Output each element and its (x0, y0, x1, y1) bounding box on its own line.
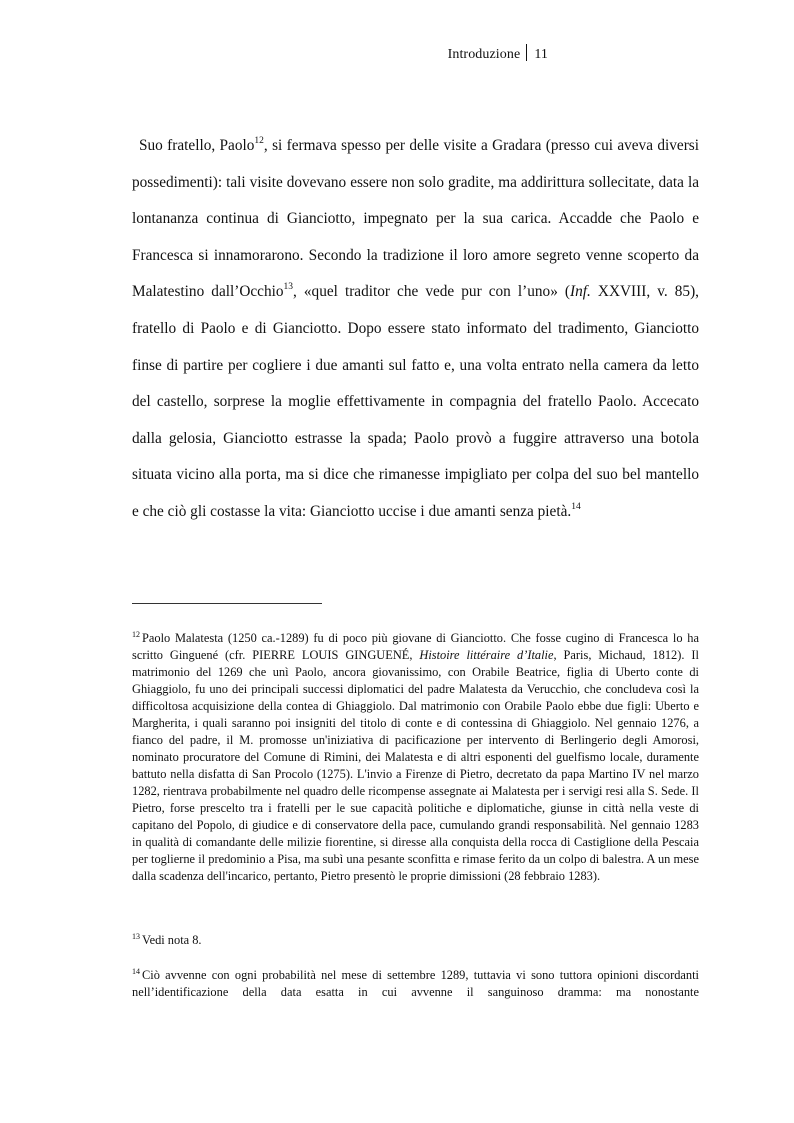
inferno-abbrev: Inf. (570, 283, 591, 301)
footnote-12-number: 12 (132, 630, 140, 639)
footnote-13-number: 13 (132, 932, 140, 941)
page-number: 11 (534, 47, 548, 62)
body-text-3: , «quel traditor che vede pur con l’uno» ( (293, 283, 571, 301)
footnote-ref-12[interactable]: 12 (254, 136, 264, 146)
header-separator (526, 44, 527, 61)
body-text-4: XXVIII, v. 85), fratello di Paolo e di Gianciotto. Dopo essere stato informato del tradimento, Gianciotto finse di partire per cogliere i due amanti sul fatto e, una volta entrato nella camera da letto del castello, sorprese la moglie effettivamente in compagnia del fratello Paolo. Accecato dalla gelosia, Gianciotto estrasse la spada; Paolo provò a fuggire attraverso una botola situata vicino alla porta, ma si dice che rimanesse impigliato per colpa del suo bel mantello e che ciò gli costasse la vita: Gianciotto uccise i due amanti senza pietà. (132, 283, 699, 520)
body-text-2: , si fermava spesso per delle visite a Gradara (presso cui aveva diversi possedimenti): tali visite dovevano essere non solo gradite, ma addirittura sollecitate, data la lontananza continua di Gianciotto, impegnato per la sua carica. Accadde che Paolo e Francesca si innamorarono. Secondo la tradizione il loro amore segreto venne scoperto da Malatestino dall’Occhio (132, 137, 700, 301)
running-header (448, 44, 548, 63)
footnote-12-text-b: , Paris, Michaud, 1812). Il matrimonio del 1269 che unì Paolo, ancora giovanissimo, con Orabile Beatrice, figlia di Uberto conte di Ghiaggiolo, fu uno dei principali successi diplomatici del padre Malatesta da Verucchio, che concludeva così la difficoltosa acquisizione della contea di Ghiaggiolo. Dal matrimonio con Orabile Paolo ebbe due figli: Uberto e Margherita, i quali saranno poi insigniti del titolo di conte e di contessina di Ghiaggiolo. Nel gennaio 1276, a fianco del padre, il M. promosse un'iniziativa di pacificazione per intervento di Berlingerio degli Amorosi, nominato procuratore del Comune di Rimini, dei Malatesta e di altri esponenti del guelfismo locale, duramente battuto nella disfatta di San Procolo (1275). L'invio a Firenze di Pietro, decretato da papa Martino IV nel marzo 1282, rientrava probabilmente nel quadro delle ricompense assegnate ai Malatesta per i servigi resi alla S. Sede. Il Pietro, forse prescelto tra i fratelli per le sue capacità politiche e diplomatiche, giunse in città nella veste di capitano del Popolo, di giudice e di conservatore della pace, cumulando grandi responsabilità. Nel gennaio 1283 in qualità di comandante delle milizie fiorentine, si diresse alla conquista della rocca di Castiglione della Pescaia per toglierne il predominio a Pisa, ma subì una pesante sconfitta e rimase ferito da un colpo di balestra. A un mese dalla scadenza dell'incarico, pertanto, Pietro presentò le proprie dimissioni (28 febbraio 1283). (132, 648, 699, 883)
footnote-13 (132, 932, 699, 949)
footnote-separator-rule (132, 603, 322, 604)
footnote-14 (132, 967, 699, 1001)
main-paragraph (132, 128, 699, 531)
footnote-12-text-a: Paolo Malatesta (1250 ca.-1289) fu di poco più giovane di Gianciotto. Che fosse cugino di Francesca lo ha scritto Ginguené (cfr. PIERRE LOUIS GINGUENÉ, (132, 631, 699, 662)
footnote-12-cited-title: Histoire littéraire d’Italie (419, 648, 554, 662)
footnote-13-text: Vedi nota 8. (142, 933, 202, 947)
footnote-ref-13[interactable]: 13 (283, 282, 293, 293)
footnote-14-text: Ciò avvenne con ogni probabilità nel mese di settembre 1289, tuttavia vi sono tuttora opinioni discordanti nell’identificazione della data esatta in cui avvenne il sanguinoso dramma: ma nonostante (132, 968, 699, 999)
footnote-ref-14[interactable]: 14 (571, 501, 581, 512)
footnote-14-number: 14 (132, 967, 140, 976)
header-title: Introduzione (447, 47, 521, 62)
body-text-1: Suo fratello, Paolo (139, 137, 255, 154)
footnote-12 (132, 630, 699, 885)
